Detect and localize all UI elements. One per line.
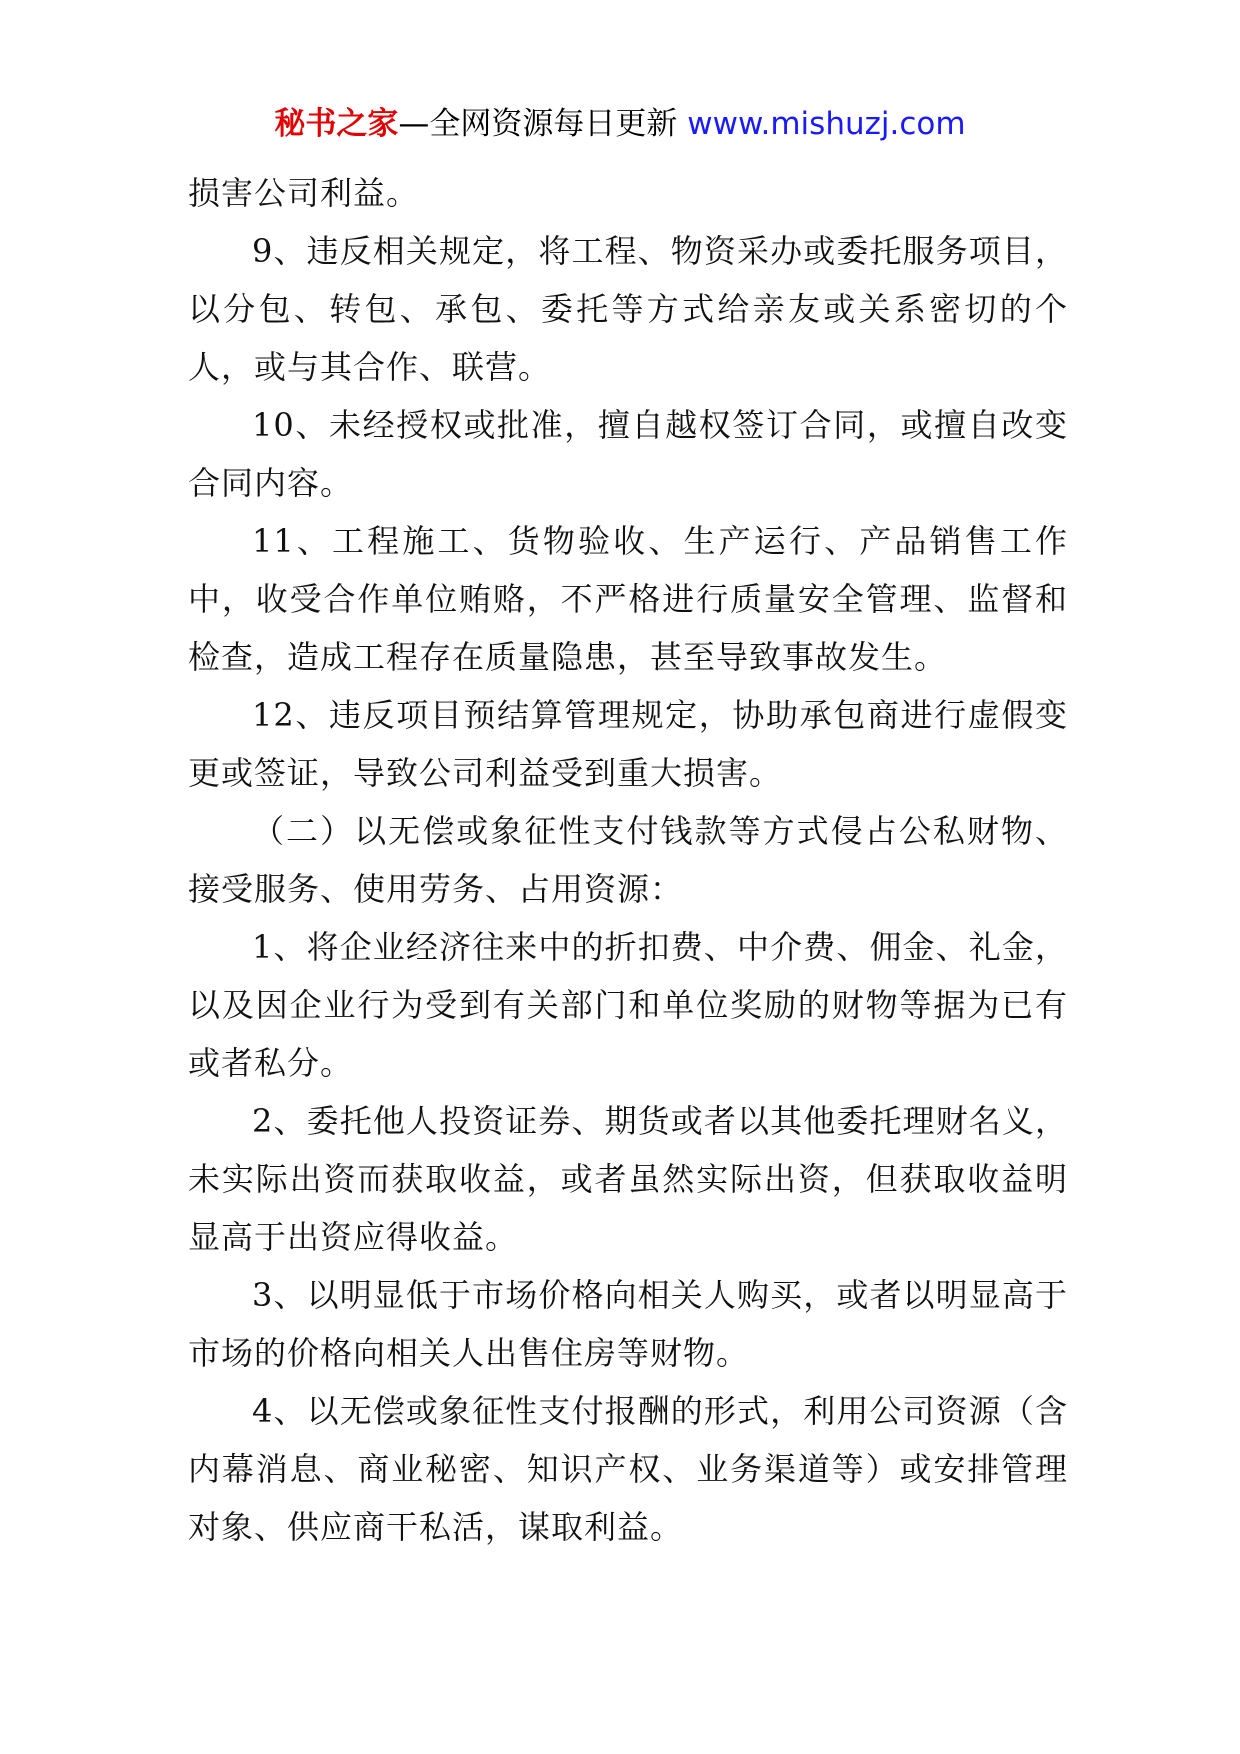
paragraph-subitem-1: 1、将企业经济往来中的折扣费、中介费、佣金、礼金，以及因企业行为受到有关部门和单位奖励的财物等据为已有或者私分。 xyxy=(188,928,1068,1082)
paragraph-item-12: 12、违反项目预结算管理规定，协助承包商进行虚假变更或签证，导致公司利益受到重大损害。 xyxy=(188,696,1068,792)
document-body xyxy=(188,164,1068,1556)
header-slogan: —全网资源每日更新 xyxy=(398,106,678,142)
paragraph-item-10: 10、未经授权或批准，擅自越权签订合同，或擅自改变合同内容。 xyxy=(188,406,1068,502)
section-heading-2: （二）以无偿或象征性支付钱款等方式侵占公私财物、接受服务、使用劳务、占用资源： xyxy=(188,812,1068,908)
paragraph-subitem-2: 2、委托他人投资证券、期货或者以其他委托理财名义，未实际出资而获取收益，或者虽然实际出资，但获取收益明显高于出资应得收益。 xyxy=(188,1102,1068,1256)
paragraph-item-9: 9、违反相关规定，将工程、物资采办或委托服务项目，以分包、转包、承包、委托等方式给亲友或关系密切的个人，或与其合作、联营。 xyxy=(188,232,1068,386)
paragraph-continuation: 损害公司利益。 xyxy=(188,174,420,212)
paragraph-item-11: 11、工程施工、货物验收、生产运行、产品销售工作中，收受合作单位贿赂，不严格进行质量安全管理、监督和检查，造成工程存在质量隐患，甚至导致事故发生。 xyxy=(188,522,1068,676)
paragraph-subitem-3: 3、以明显低于市场价格向相关人购买，或者以明显高于市场的价格向相关人出售住房等财物。 xyxy=(188,1276,1068,1372)
page-header xyxy=(0,98,1240,150)
header-url-link[interactable]: www.mishuzj.com xyxy=(687,106,966,142)
header-brand: 秘书之家 xyxy=(274,106,399,142)
paragraph-subitem-4: 4、以无偿或象征性支付报酬的形式，利用公司资源（含内幕消息、商业秘密、知识产权、业务渠道等）或安排管理对象、供应商干私活，谋取利益。 xyxy=(188,1392,1068,1546)
